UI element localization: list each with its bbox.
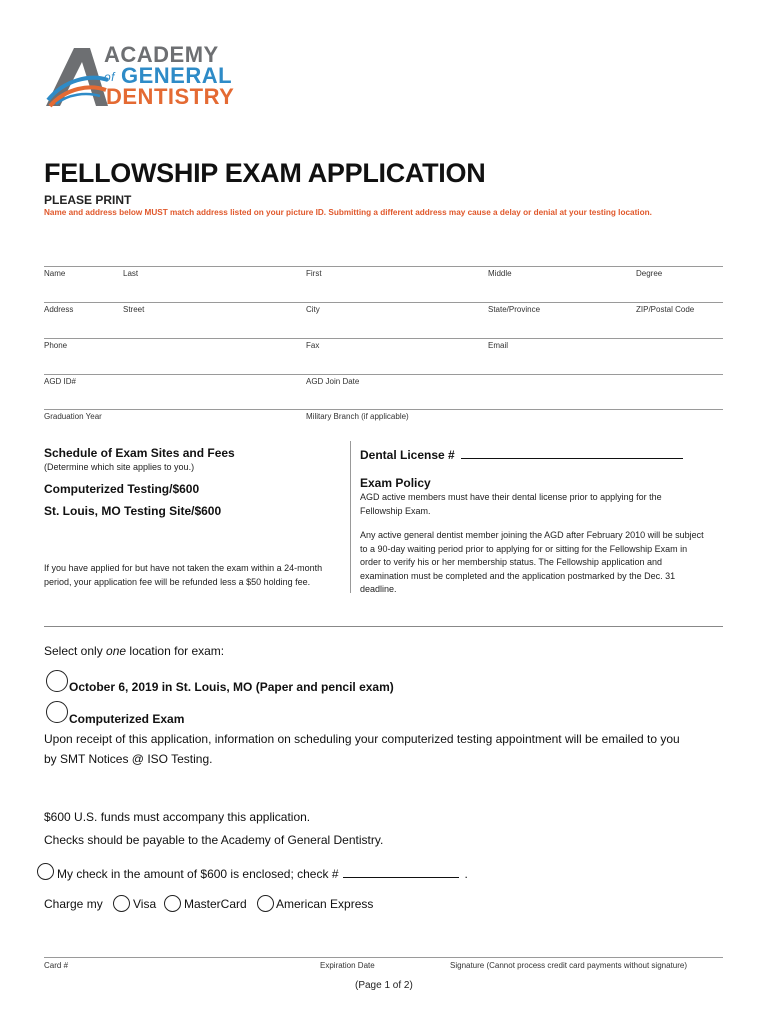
- card-number-label: Card #: [44, 961, 69, 970]
- page-title: FELLOWSHIP EXAM APPLICATION: [44, 158, 486, 188]
- mastercard-label: MasterCard: [184, 897, 247, 911]
- please-print-label: PLEASE PRINT: [44, 193, 132, 207]
- agd-field-line[interactable]: [44, 374, 723, 375]
- agd-id-label: AGD ID#: [44, 377, 77, 386]
- visa-label: Visa: [133, 897, 157, 911]
- address-warning: Name and address below MUST match address listed on your picture ID. Submitting a different address may cause a delay or denial at your testing location.: [44, 208, 652, 217]
- section-divider: [44, 626, 723, 627]
- stlouis-radio[interactable]: [46, 670, 68, 692]
- graduation-year-label: Graduation Year: [44, 412, 102, 421]
- mastercard-radio[interactable]: [164, 895, 181, 912]
- email-label: Email: [488, 341, 509, 350]
- checks-note: Checks should be payable to the Academy of General Dentistry.: [44, 833, 384, 847]
- check-number-blank[interactable]: [343, 865, 459, 878]
- location-heading-post: location for exam:: [126, 644, 225, 658]
- receipt-note-line2: by SMT Notices @ ISO Testing.: [44, 752, 213, 766]
- logo-text-dentistry: DENTISTRY: [106, 84, 235, 109]
- check-enclosed-period: .: [464, 867, 468, 881]
- location-heading-em: one: [106, 644, 127, 658]
- amex-radio[interactable]: [257, 895, 274, 912]
- zip-label: ZIP/Postal Code: [636, 305, 695, 314]
- first-name-label: First: [306, 269, 322, 278]
- computerized-fee: Computerized Testing/$600: [44, 482, 200, 496]
- street-label: Street: [123, 305, 145, 314]
- name-label: Name: [44, 269, 66, 278]
- exam-policy-heading: Exam Policy: [360, 476, 431, 490]
- city-label: City: [306, 305, 320, 314]
- military-branch-label: Military Branch (if applicable): [306, 412, 409, 421]
- computerized-radio[interactable]: [46, 701, 68, 723]
- address-field-line[interactable]: [44, 302, 723, 303]
- schedule-heading: Schedule of Exam Sites and Fees: [44, 446, 235, 460]
- card-field-line[interactable]: [44, 957, 723, 958]
- degree-label: Degree: [636, 269, 663, 278]
- check-enclosed-row: [57, 865, 468, 881]
- address-label: Address: [44, 305, 74, 314]
- amex-label: American Express: [276, 897, 374, 911]
- signature-label: Signature (Cannot process credit card payments without signature): [450, 961, 688, 970]
- dental-license-blank[interactable]: [461, 446, 683, 459]
- receipt-note-line1: Upon receipt of this application, information on scheduling your computerized testing appointment will be emailed to you: [44, 732, 680, 746]
- check-enclosed-label: My check in the amount of $600 is enclosed; check #: [57, 867, 339, 881]
- graduation-field-line[interactable]: [44, 409, 723, 410]
- fax-label: Fax: [306, 341, 320, 350]
- column-divider: [350, 441, 351, 593]
- logo-text-general: GENERAL: [121, 63, 233, 88]
- visa-radio[interactable]: [113, 895, 130, 912]
- name-field-line[interactable]: [44, 266, 723, 267]
- logo-text-of: of: [104, 70, 116, 84]
- phone-label: Phone: [44, 341, 68, 350]
- check-enclosed-radio[interactable]: [37, 863, 54, 880]
- option-computerized-label: Computerized Exam: [69, 712, 185, 726]
- location-heading-pre: Select only: [44, 644, 107, 658]
- option-stlouis-label: October 6, 2019 in St. Louis, MO (Paper and pencil exam): [69, 680, 394, 694]
- funds-note: $600 U.S. funds must accompany this application.: [44, 810, 311, 824]
- dental-license-field[interactable]: [360, 446, 683, 462]
- phone-field-line[interactable]: [44, 338, 723, 339]
- exam-policy-para1: AGD active members must have their dental license prior to applying for the Fellowship Exam.: [360, 492, 662, 516]
- location-heading: [44, 644, 224, 658]
- logo-text-academy: ACADEMY: [104, 42, 219, 67]
- agd-join-date-label: AGD Join Date: [306, 377, 360, 386]
- last-name-label: Last: [123, 269, 139, 278]
- state-label: State/Province: [488, 305, 541, 314]
- dental-license-label: Dental License #: [360, 448, 455, 462]
- charge-my-label: Charge my: [44, 897, 103, 911]
- schedule-subheading: (Determine which site applies to you.): [44, 462, 195, 472]
- expiration-date-label: Expiration Date: [320, 961, 375, 970]
- refund-note: If you have applied for but have not taken the exam within a 24-month period, your application fee will be refunded less a $50 holding fee.: [44, 563, 323, 587]
- stlouis-fee: St. Louis, MO Testing Site/$600: [44, 504, 222, 518]
- middle-name-label: Middle: [488, 269, 512, 278]
- page-number: (Page 1 of 2): [355, 980, 413, 991]
- exam-policy-para2: Any active general dentist member joining the AGD after February 2010 will be subject to a 90-day waiting period prior to applying for or sitting for the Fellowship Exam in order to verify his or her membership status. The Fellowship application and examination must be completed and the application postmarked by the Dec. 31 deadline.: [360, 530, 704, 594]
